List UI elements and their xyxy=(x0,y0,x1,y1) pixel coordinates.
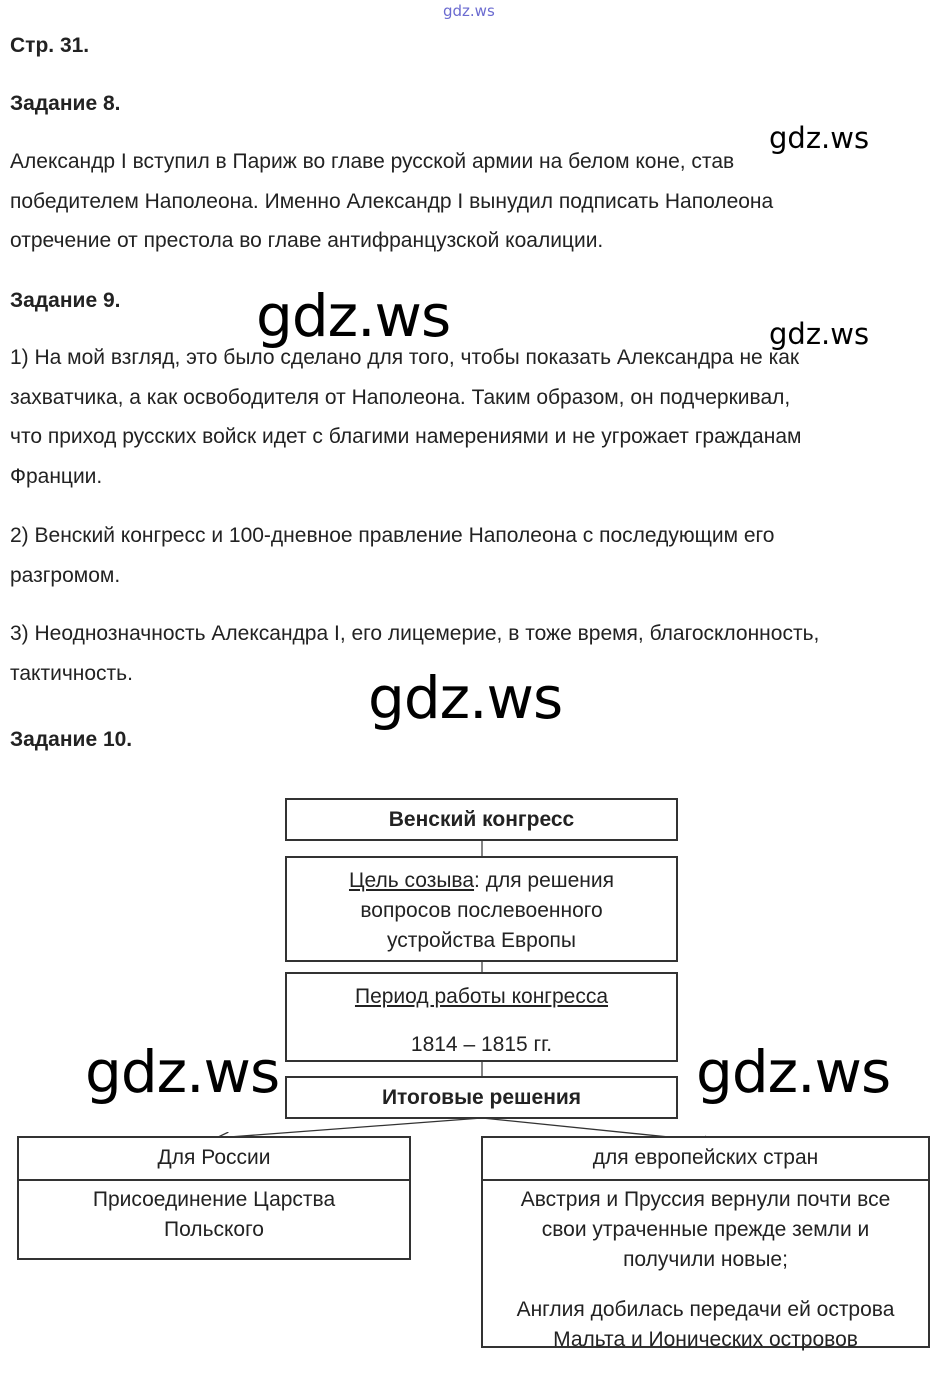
task9-answer-3-line: 3) Неоднозначность Александра I, его лицемерие, в тоже время, благосклонность, xyxy=(10,622,820,645)
task8-heading: Задание 8. xyxy=(10,92,121,115)
watermark-top: gdz.ws xyxy=(443,2,495,20)
europe-divider xyxy=(483,1179,928,1181)
task9-answer-2-line: 2) Венский конгресс и 100-дневное правление Наполеона с последующим его xyxy=(10,524,775,547)
goal-label: Цель созыва xyxy=(348,869,475,892)
task9-heading: Задание 9. xyxy=(10,289,121,312)
page-heading: Стр. 31. xyxy=(10,34,90,57)
task8-line: отречение от престола во главе антифранцузской коалиции. xyxy=(10,229,604,252)
europe-line: Мальта и Ионических островов xyxy=(553,1328,858,1351)
results-title: Итоговые решения xyxy=(381,1086,582,1109)
russia-line: Польского xyxy=(164,1218,264,1241)
europe-box xyxy=(481,1136,930,1351)
task9-answer-1-line: что приход русских войск идет с благими намерениями и не угрожает гражданам xyxy=(10,425,802,448)
task8-line: Александр I вступил в Париж во главе русской армии на белом коне, став xyxy=(10,150,735,173)
results-box xyxy=(285,1076,678,1119)
russia-line: Присоединение Царства xyxy=(92,1188,336,1211)
task9-answer-2 xyxy=(10,516,910,595)
task8-text xyxy=(10,142,910,261)
russia-content xyxy=(19,1180,409,1245)
goal-box xyxy=(285,856,678,962)
russia-header: Для России xyxy=(157,1146,271,1169)
task9-answer-1-line: 1) На мой взгляд, это было сделано для того, чтобы показать Александра не как xyxy=(10,346,800,369)
diagram-title-box xyxy=(285,798,678,841)
watermark-small-2: gdz.ws xyxy=(769,317,870,351)
watermark-big-2: gdz.ws xyxy=(368,664,563,732)
watermark-big-4: gdz.ws xyxy=(696,1038,891,1106)
watermark-small-1: gdz.ws xyxy=(769,121,870,155)
period-box xyxy=(285,972,678,1062)
task9-answer-2-line: разгромом. xyxy=(10,563,121,587)
task10-heading: Задание 10. xyxy=(10,728,133,751)
russia-divider xyxy=(19,1179,409,1181)
europe-line: Австрия и Пруссия вернули почти все xyxy=(520,1188,891,1211)
europe-content xyxy=(483,1180,928,1355)
task9-answer-1-line: Франции. xyxy=(10,464,103,488)
watermark-big-3: gdz.ws xyxy=(85,1038,280,1106)
task9-answer-1-line: захватчика, а как освободителя от Наполеона. Таким образом, он подчеркивал, xyxy=(10,385,791,409)
task9-answer-1 xyxy=(10,338,910,496)
period-value: 1814 – 1815 гг. xyxy=(410,1033,553,1056)
russia-box xyxy=(17,1136,411,1260)
europe-line: свои утраченные прежде земли и xyxy=(541,1218,870,1241)
diagram-title: Венский конгресс xyxy=(388,808,575,831)
period-label: Период работы конгресса xyxy=(354,985,609,1008)
task8-line: победителем Наполеона. Именно Александр I вынудил подписать Наполеона xyxy=(10,189,774,213)
europe-line: получили новые; xyxy=(623,1248,788,1271)
goal-text: вопросов послевоенного xyxy=(360,899,603,922)
watermark-big-1: gdz.ws xyxy=(256,282,451,350)
europe-header: для европейских стран xyxy=(592,1146,819,1169)
europe-line: Англия добилась передачи ей острова xyxy=(516,1298,895,1321)
task9-answer-3-line: тактичность. xyxy=(10,661,133,685)
goal-text: устройства Европы xyxy=(386,929,576,952)
goal-text: : для решения xyxy=(474,869,614,892)
